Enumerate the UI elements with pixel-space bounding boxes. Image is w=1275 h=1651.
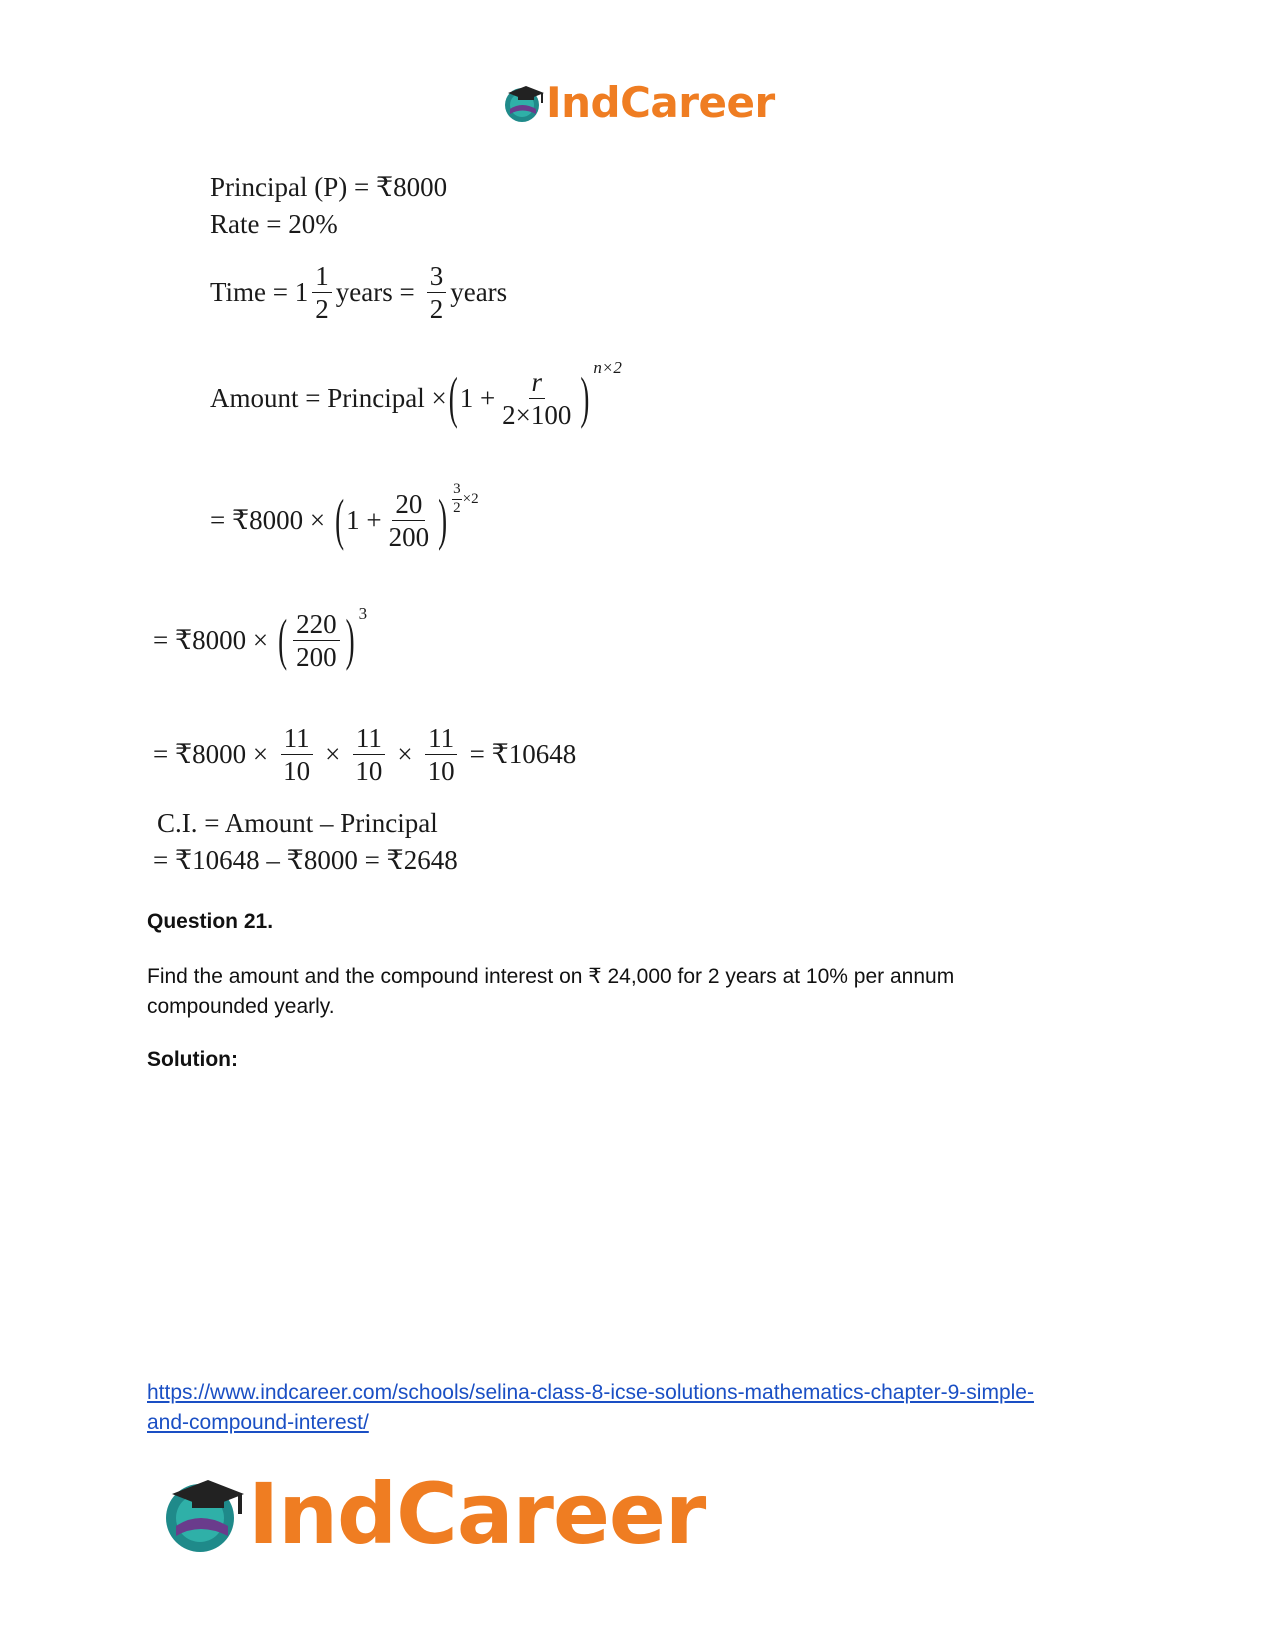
step3-result: = ₹10648 (469, 739, 577, 770)
step3-times: × (397, 739, 413, 770)
step2-exponent: 3 (358, 604, 368, 623)
amount-label: Amount = Principal × (210, 383, 447, 414)
step3-fraction (352, 724, 385, 786)
step1-lhs: = ₹8000 × (210, 505, 326, 536)
step3-den: 10 (355, 756, 383, 787)
step3-line (153, 724, 576, 786)
step3-fraction (280, 724, 313, 786)
left-paren: ( (448, 366, 458, 430)
graduation-globe-icon (160, 1470, 248, 1558)
step1-line (210, 481, 479, 553)
amount-r: r (529, 368, 546, 399)
step1-fraction (386, 490, 433, 552)
amount-one-plus: 1 + (459, 383, 496, 414)
step3-fraction (425, 724, 458, 786)
step1-exp-num: 3 (452, 482, 462, 500)
right-paren: ) (345, 608, 355, 672)
amount-formula (210, 358, 622, 431)
amount-den: 2×100 (502, 400, 572, 431)
step1-one-plus: 1 + (346, 505, 382, 536)
time-mid: years = (335, 277, 415, 308)
ci-line-2: = ₹10648 – ₹8000 = ₹2648 (153, 845, 458, 875)
time-frac-num: 3 (427, 262, 447, 293)
principal-line: Principal (P) = ₹8000 (210, 172, 448, 202)
step1-exp-den: 2 (453, 499, 461, 516)
step1-exp-tail: ×2 (462, 490, 479, 507)
time-prefix: Time = 1 (210, 277, 309, 308)
time-half-den: 2 (315, 294, 329, 325)
footer-link[interactable] (147, 1378, 1034, 1438)
step2-fraction (293, 610, 340, 672)
question-text-line-2: compounded yearly. (147, 995, 335, 1018)
footer-logo (160, 1465, 705, 1563)
logo-text: IndCareer (248, 1465, 706, 1563)
step3-num: 11 (281, 724, 313, 755)
time-line (210, 262, 507, 324)
step3-den: 10 (427, 756, 455, 787)
step3-lhs: = ₹8000 × (153, 739, 269, 770)
step2-num: 220 (293, 610, 340, 641)
graduation-globe-icon (502, 81, 546, 125)
solution-label: Solution: (147, 1048, 238, 1071)
right-paren: ) (438, 488, 448, 552)
step2-line (153, 604, 368, 673)
step1-num: 20 (392, 490, 425, 521)
step3-num: 11 (353, 724, 385, 755)
time-suffix: years (450, 277, 508, 308)
header-logo (502, 78, 775, 127)
amount-fraction (499, 368, 574, 430)
logo-text: IndCareer (546, 78, 775, 127)
time-half-fraction (312, 262, 332, 324)
time-frac-den: 2 (429, 294, 444, 325)
time-half-num: 1 (312, 262, 332, 293)
step1-exponent (451, 482, 478, 517)
amount-exponent: n×2 (593, 358, 622, 377)
step2-den: 200 (296, 642, 337, 673)
rate-line: Rate = 20% (210, 209, 338, 239)
question-heading: Question 21. (147, 910, 274, 933)
left-paren: ( (278, 608, 288, 672)
step1-exp-fraction (452, 482, 462, 517)
ci-line-1: C.I. = Amount – Principal (157, 808, 438, 838)
step2-lhs: = ₹8000 × (153, 625, 269, 656)
left-paren: ( (335, 488, 345, 552)
step3-num: 11 (425, 724, 457, 755)
step3-times: × (325, 739, 341, 770)
footer-link-line-1[interactable]: https://www.indcareer.com/schools/selina-class-8-icse-solutions-mathematics-chapter-9-simple- (147, 1381, 1034, 1404)
footer-link-line-2[interactable]: and-compound-interest/ (147, 1411, 369, 1434)
time-fraction (427, 262, 447, 324)
right-paren: ) (580, 366, 590, 430)
question-text-line-1: Find the amount and the compound interest on ₹ 24,000 for 2 years at 10% per annum (147, 965, 955, 988)
step3-den: 10 (283, 756, 311, 787)
step1-den: 200 (388, 522, 430, 553)
